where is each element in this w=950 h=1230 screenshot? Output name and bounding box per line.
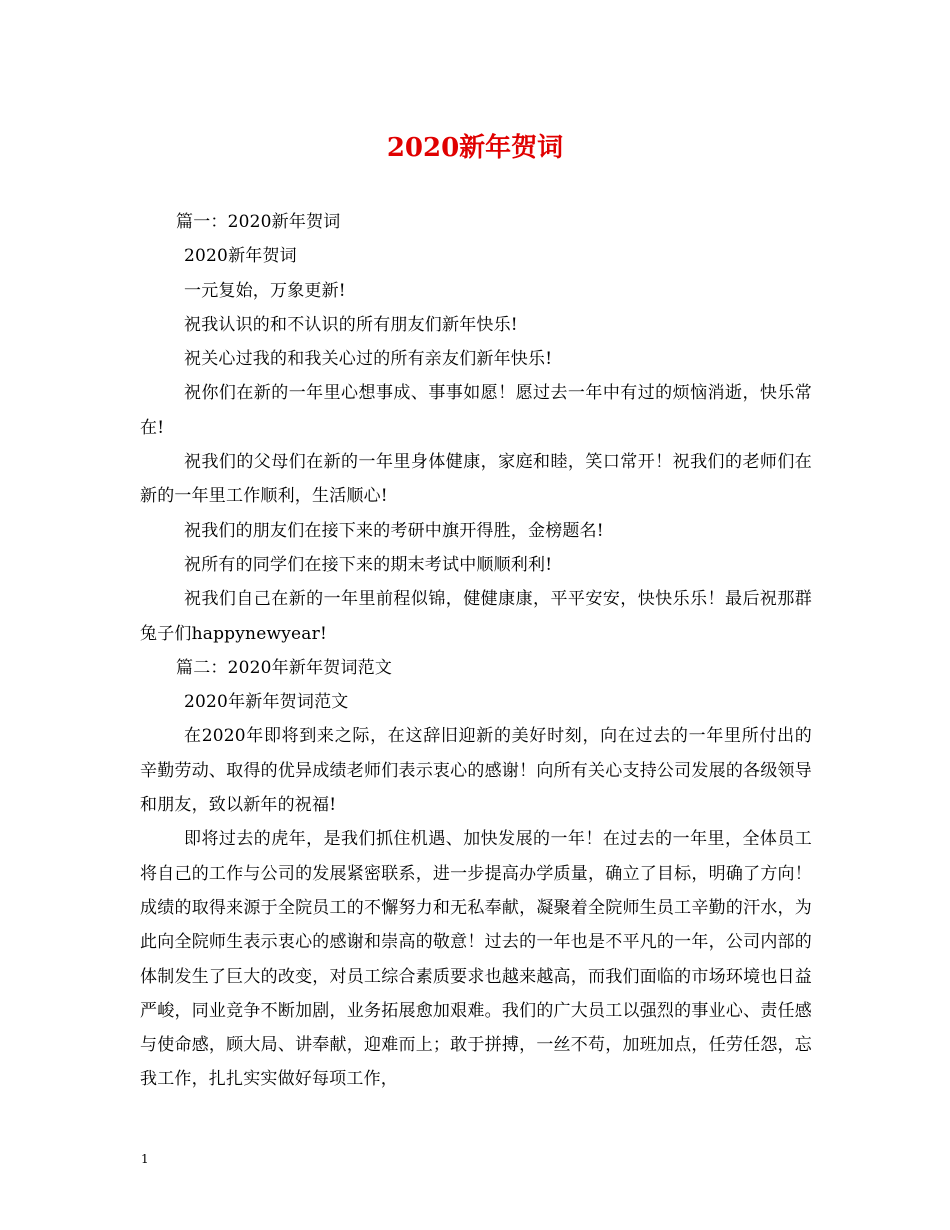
paragraph: 祝我认识的和不认识的所有朋友们新年快乐!: [184, 314, 518, 335]
paragraph: 一元复始，万象更新!: [184, 280, 346, 301]
paragraph: 在2020年即将到来之际，在这辞旧迎新的美好时刻，向在过去的一年里所付出的辛勤劳动、取得的优异成绩老师们表示衷心的感谢！向所有关心支持公司发展的各级领导和朋友，致以新年的祝福!: [140, 726, 812, 816]
paragraph: 2020年新年贺词范文: [184, 692, 349, 713]
paragraph: 即将过去的虎年，是我们抓住机遇、加快发展的一年！在过去的一年里，全体员工将自己的工作与公司的发展紧密联系，进一步提高办学质量，确立了目标，明确了方向！成绩的取得来源于全院员工的不懈努力和无私奉献，凝聚着全院师生员工辛勤的汗水，为此向全院师生表示衷心的感谢和崇高的敬意！过去的一年也是不平凡的一年，公司内部的体制发生了巨大的改变，对员工综合素质要求也越来越高，而我们面临的市场环境也日益严峻，同业竞争不断加剧，业务拓展愈加艰难。我们的广大员工以强烈的事业心、责任感与使命感，顾大局、讲奉献，迎难而上；敢于拼搏，一丝不苟，加班加点，任劳任怨，忘我工作，扎扎实实做好每项工作，: [140, 829, 812, 1090]
page-number: 1: [141, 1152, 149, 1166]
paragraph: 祝我们的朋友们在接下来的考研中旗开得胜，金榜题名!: [184, 520, 604, 541]
document-title: 2020新年贺词: [386, 133, 564, 163]
paragraph: 祝关心过我的和我关心过的所有亲友们新年快乐!: [184, 349, 553, 370]
paragraph: 祝你们在新的一年里心想事成、事事如愿！愿过去一年中有过的烦恼消逝，快乐常在!: [140, 383, 812, 438]
paragraph: 祝我们的父母们在新的一年里身体健康，家庭和睦，笑口常开！祝我们的老师们在新的一年里工作顺利，生活顺心!: [140, 452, 812, 507]
paragraph: 祝我们自己在新的一年里前程似锦，健健康康，平平安安，快快乐乐！最后祝那群兔子们happynewyear!: [140, 589, 812, 644]
document-body: [140, 205, 812, 1097]
paragraph: 祝所有的同学们在接下来的期末考试中顺顺利利!: [184, 554, 553, 575]
paragraph: 2020新年贺词: [184, 246, 297, 267]
section-heading-1: 篇一：2020新年贺词: [176, 212, 341, 232]
section-heading-2: 篇二：2020年新年贺词范文: [176, 657, 393, 678]
